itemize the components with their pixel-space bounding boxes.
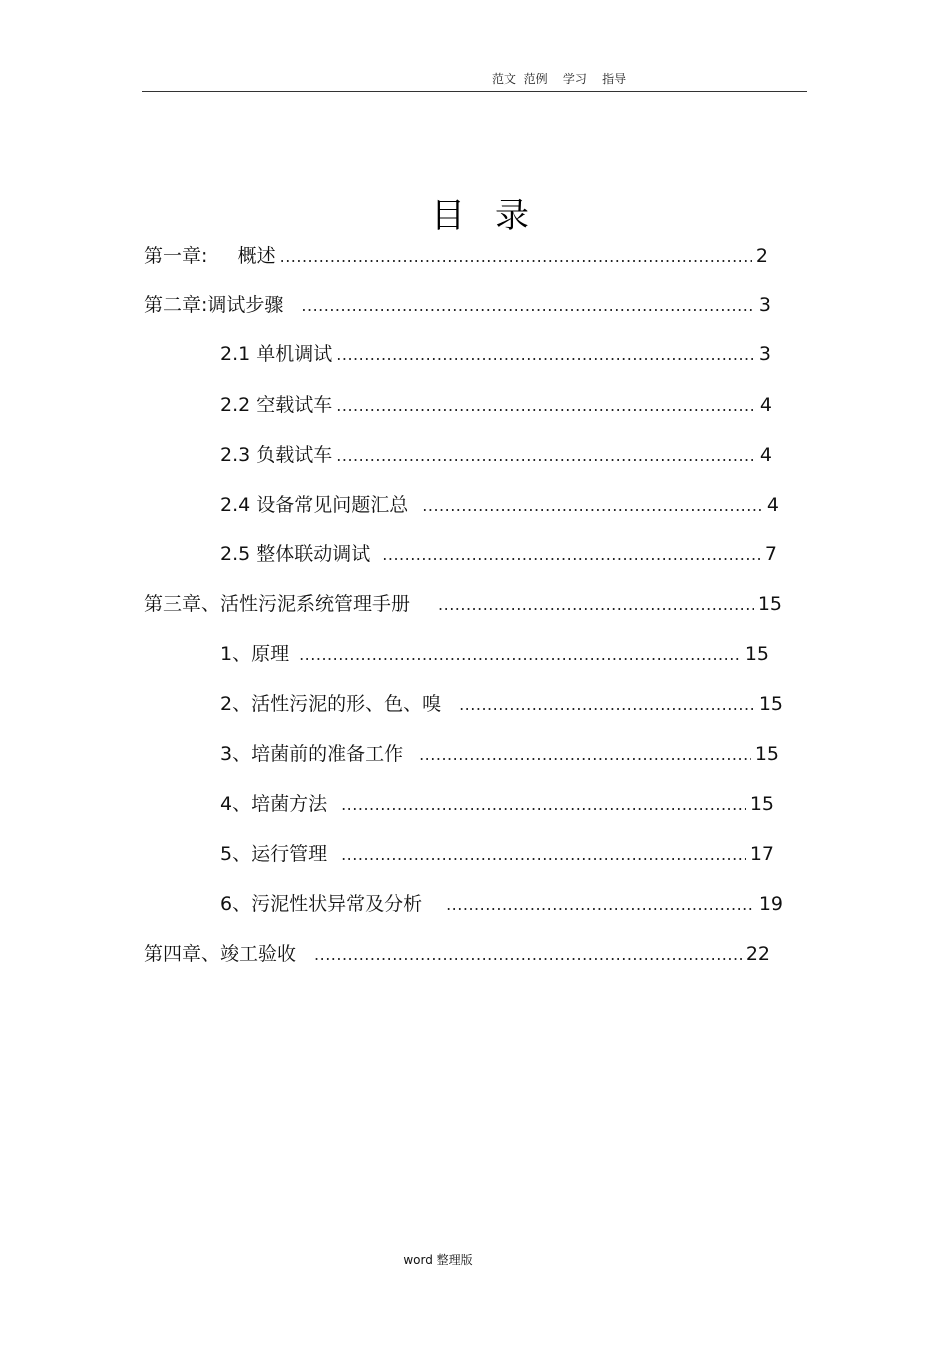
toc-entry-page: 15 (758, 693, 783, 715)
toc-entry-2-5[interactable] (220, 542, 777, 567)
toc-entry-label: 第二章:调试步骤 (144, 294, 284, 316)
toc-entry-chapter-2[interactable] (144, 293, 771, 318)
toc-entry-page: 15 (757, 593, 782, 615)
toc-entry-label: 3、培菌前的准备工作 (220, 743, 404, 765)
toc-entry-page: 3 (758, 343, 771, 365)
toc-entry-page: 17 (749, 843, 774, 865)
toc-entry-label: 2.1 单机调试 (220, 343, 333, 365)
toc-dot-leader (336, 444, 756, 468)
toc-entry-label: 第三章、活性污泥系统管理手册 (144, 593, 411, 615)
toc-dot-leader (446, 893, 755, 917)
toc-entry-chapter-3[interactable] (144, 592, 782, 617)
page-header: 范文 范例 学习 指导 (492, 72, 627, 86)
toc-entry-label: 1、原理 (220, 643, 290, 665)
toc-entry-3-1[interactable] (220, 642, 769, 667)
toc-dot-leader (336, 343, 755, 367)
page-footer: word 整理版 (403, 1253, 473, 1267)
toc-entry-3-6[interactable] (220, 892, 783, 917)
toc-entry-page: 3 (758, 294, 771, 316)
header-rule (142, 91, 807, 92)
toc-entry-page: 15 (749, 793, 774, 815)
page-title: 目录 (431, 196, 559, 236)
toc-entry-2-3[interactable] (220, 443, 772, 468)
toc-entry-label: 4、培菌方法 (220, 793, 328, 815)
toc-entry-3-4[interactable] (220, 792, 774, 817)
toc-entry-page: 4 (766, 494, 779, 516)
toc-entry-2-1[interactable] (220, 342, 771, 367)
toc-entry-page: 15 (754, 743, 779, 765)
toc-entry-page: 2 (755, 245, 768, 267)
toc-entry-3-5[interactable] (220, 842, 774, 867)
toc-dot-leader (336, 394, 756, 418)
toc-entry-label: 2.2 空载试车 (220, 394, 333, 416)
toc-entry-3-3[interactable] (220, 742, 779, 767)
toc-dot-leader (280, 245, 752, 269)
toc-dot-leader (422, 494, 763, 518)
toc-entry-page: 15 (744, 643, 769, 665)
toc-entry-label: 2.5 整体联动调试 (220, 543, 371, 565)
toc-entry-2-2[interactable] (220, 393, 772, 418)
toc-dot-leader (301, 294, 755, 318)
toc-entry-chapter-1[interactable] (144, 244, 768, 269)
toc-entry-page: 7 (764, 543, 777, 565)
toc-entry-page: 19 (758, 893, 783, 915)
toc-entry-3-2[interactable] (220, 692, 783, 717)
toc-entry-label: 2.4 设备常见问题汇总 (220, 494, 409, 516)
toc-entry-page: 4 (759, 394, 772, 416)
toc-dot-leader (314, 943, 742, 967)
toc-dot-leader (382, 543, 761, 567)
toc-entry-label: 2.3 负载试车 (220, 444, 333, 466)
toc-entry-label: 第一章: 概述 (144, 245, 276, 267)
toc-entry-page: 4 (759, 444, 772, 466)
toc-dot-leader (341, 843, 746, 867)
toc-entry-label: 2、活性污泥的形、色、嗅 (220, 693, 442, 715)
toc-entry-page: 22 (745, 943, 770, 965)
toc-entry-label: 6、污泥性状异常及分析 (220, 893, 423, 915)
toc-entry-2-4[interactable] (220, 493, 779, 518)
toc-dot-leader (459, 693, 755, 717)
toc-dot-leader (438, 593, 754, 617)
toc-entry-chapter-4[interactable] (144, 942, 770, 967)
toc-entry-label: 5、运行管理 (220, 843, 328, 865)
toc-dot-leader (299, 643, 741, 667)
toc-dot-leader (419, 743, 751, 767)
toc-entry-label: 第四章、竣工验收 (144, 943, 297, 965)
toc-dot-leader (341, 793, 746, 817)
